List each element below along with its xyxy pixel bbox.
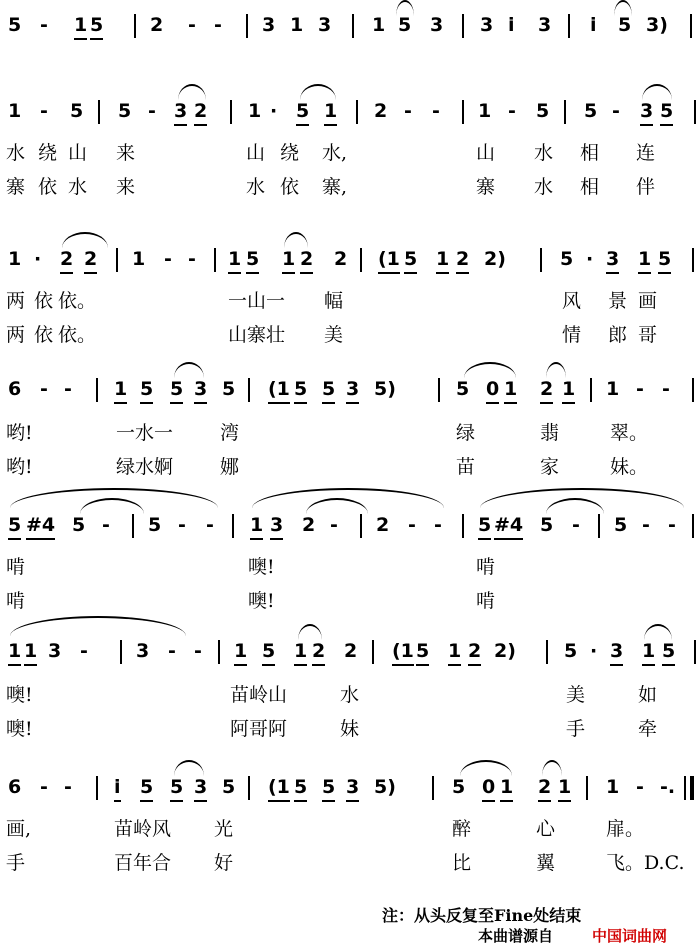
slur (642, 84, 672, 100)
note: - (168, 640, 176, 662)
note: 1 (132, 248, 146, 270)
slur (284, 232, 308, 248)
note: - (662, 378, 670, 400)
lyrics-verse-1: 水 绕 山 来 山 绕 水, 山 水 相 连 (6, 142, 656, 164)
final-barline (690, 776, 694, 800)
note: (1 (268, 774, 290, 802)
note: - (434, 514, 442, 536)
barline (568, 14, 570, 38)
note: 5 (614, 514, 628, 536)
barline (694, 640, 696, 664)
note: 5 (72, 514, 86, 536)
note: - (178, 514, 186, 536)
note: 5 (658, 246, 671, 274)
barline (134, 14, 136, 38)
note: - (40, 100, 48, 122)
score-row-6 (0, 638, 700, 664)
note: 2 (344, 640, 358, 662)
note: 1 (74, 12, 87, 40)
note: 5 (478, 512, 491, 540)
note: 3 (318, 14, 332, 36)
score-row-2 (0, 98, 700, 124)
slur (298, 624, 322, 640)
note: 1 (500, 774, 513, 802)
note: #4 (26, 512, 55, 540)
note: 1 (562, 376, 575, 404)
note: - (432, 100, 440, 122)
note: - (64, 378, 72, 400)
lyrics-verse-1: 两 依 依。 一山一 幅 风 景 画 (6, 290, 658, 312)
note: 2 (334, 248, 348, 270)
note: 5 (540, 514, 554, 536)
note: 5 (222, 378, 236, 400)
note: 5 (536, 100, 550, 122)
source-label: 本曲谱源自 (478, 927, 554, 945)
barline (356, 100, 358, 124)
note: #4 (494, 512, 523, 540)
note: 5 (294, 376, 307, 404)
slur (178, 84, 206, 100)
note: - (642, 514, 650, 536)
note: · (586, 248, 594, 270)
barline (96, 378, 98, 402)
barline (692, 378, 694, 402)
note: 3 (270, 512, 283, 540)
lyrics-verse-2: 啃 噢! 啃 (6, 590, 496, 612)
note: 5 (456, 378, 470, 400)
note: · (590, 640, 598, 662)
slur (542, 760, 562, 776)
note: · (34, 248, 42, 270)
note: 2 (312, 638, 325, 666)
slur (464, 362, 516, 378)
barline (684, 776, 686, 800)
note: 1 (294, 638, 307, 666)
note: 1 (8, 638, 21, 666)
barline (214, 248, 216, 272)
note: 3 (610, 638, 623, 666)
barline (218, 640, 220, 664)
note: - (188, 248, 196, 270)
barline (132, 514, 134, 538)
barline (248, 776, 250, 800)
slur (10, 616, 186, 636)
note: 3 (640, 98, 653, 126)
note: 3 (346, 376, 359, 404)
note: 1 (372, 14, 386, 36)
note: 5 (90, 12, 103, 40)
note: - (404, 100, 412, 122)
note: 2 (376, 514, 390, 536)
score-row-3 (0, 246, 700, 272)
slur (460, 760, 512, 776)
note: - (668, 514, 676, 536)
note: 2 (194, 98, 207, 126)
barline (246, 14, 248, 38)
note: 3 (194, 774, 207, 802)
note: 3 (480, 14, 494, 36)
note: - (40, 378, 48, 400)
slur (62, 232, 108, 248)
note: - (408, 514, 416, 536)
note: 5 (170, 774, 183, 802)
note: 5 (404, 246, 417, 274)
barline (540, 248, 542, 272)
note: - (40, 776, 48, 798)
note: 3 (48, 640, 62, 662)
note: 6 (8, 378, 22, 400)
note: 3 (174, 98, 187, 126)
slur (300, 84, 336, 100)
note: 5 (222, 776, 236, 798)
note: 5 (70, 100, 84, 122)
note: 1 (606, 776, 620, 798)
barline (438, 378, 440, 402)
lyrics-verse-2: 手 百年合 好 比 翼 飞。D.C. (6, 852, 685, 874)
note: 5 (296, 98, 309, 126)
barline (96, 776, 98, 800)
score-row-4 (0, 376, 700, 402)
note: 5 (584, 100, 598, 122)
note: 1 (228, 246, 241, 274)
note: - (206, 514, 214, 536)
note: 3 (194, 376, 207, 404)
note: 3 (136, 640, 150, 662)
note: 5) (374, 378, 396, 400)
note: 5 (398, 14, 412, 36)
barline (586, 776, 588, 800)
note: - (188, 14, 196, 36)
note: 2 (456, 246, 469, 274)
note: 5 (140, 774, 153, 802)
site-watermark[interactable]: 中国词曲网 (592, 927, 668, 945)
note: 1 (250, 512, 263, 540)
note: 2 (468, 638, 481, 666)
slur (614, 0, 632, 16)
note: 5 (560, 248, 574, 270)
lyrics-verse-2: 两 依 依。 山寨壮 美 情 郎 哥 (6, 324, 658, 346)
note: i (590, 14, 597, 36)
score-row-7 (0, 774, 700, 800)
note: 1 (8, 248, 22, 270)
note: 5 (140, 376, 153, 404)
note: 3 (346, 774, 359, 802)
note: 2 (374, 100, 388, 122)
barline (694, 100, 696, 124)
note: 2 (84, 246, 97, 274)
slur (174, 362, 204, 378)
note: 2 (538, 774, 551, 802)
lyrics-verse-1: 啃 噢! 啃 (6, 556, 496, 578)
note: 5 (118, 100, 132, 122)
note: - (572, 514, 580, 536)
lyrics-verse-2: 哟! 绿水婀 娜 苗 家 妹。 (6, 456, 649, 478)
note: 5 (148, 514, 162, 536)
barline (690, 14, 692, 38)
note: - (214, 14, 222, 36)
note: 2 (60, 246, 73, 274)
note: 2 (302, 514, 316, 536)
note: 5 (8, 14, 22, 36)
note: 1 (606, 378, 620, 400)
note: 1 (282, 246, 295, 274)
note: 3) (646, 14, 668, 36)
note: 1 (436, 246, 449, 274)
note: 1 (504, 376, 517, 404)
lyrics-verse-1: 画, 苗岭风 光 醉 心 扉。 (6, 818, 645, 840)
note: (1 (268, 376, 290, 404)
note: 6 (8, 776, 22, 798)
note: 5) (374, 776, 396, 798)
note: - (330, 514, 338, 536)
note: 1 (290, 14, 304, 36)
note: 5 (452, 776, 466, 798)
barline (120, 640, 122, 664)
note: 5 (170, 376, 183, 404)
barline (432, 776, 434, 800)
note: 1 (558, 774, 571, 802)
barline (546, 640, 548, 664)
barline (564, 100, 566, 124)
note: 3 (430, 14, 444, 36)
note: 2 (150, 14, 164, 36)
score-row-1 (0, 12, 700, 38)
lyrics-verse-2: 噢! 阿哥阿 妹 手 牵 (6, 718, 658, 740)
note: 5 (662, 638, 675, 666)
barline (590, 378, 592, 402)
barline (692, 248, 694, 272)
note: - (636, 776, 644, 798)
note: - (636, 378, 644, 400)
lyrics-verse-1: 哟! 一水一 湾 绿 翡 翠。 (6, 422, 649, 444)
barline (116, 248, 118, 272)
note: (1 (378, 246, 400, 274)
note: 2 (540, 376, 553, 404)
note: i (508, 14, 515, 36)
note: 1 (478, 100, 492, 122)
note: 3 (538, 14, 552, 36)
slur (174, 760, 204, 776)
note: - (80, 640, 88, 662)
note: - (64, 776, 72, 798)
note: -. (660, 776, 676, 798)
note: 5 (618, 14, 632, 36)
barline (462, 14, 464, 38)
barline (462, 100, 464, 124)
barline (230, 100, 232, 124)
note: 0 (482, 774, 495, 802)
barline (248, 378, 250, 402)
note: 1 (114, 376, 127, 404)
note: 5 (660, 98, 673, 126)
barline (598, 514, 600, 538)
note: - (194, 640, 202, 662)
note: 2) (484, 248, 506, 270)
slur (546, 362, 566, 378)
note: 3 (262, 14, 276, 36)
note: 5 (564, 640, 578, 662)
note: 1 (448, 638, 461, 666)
note: 1 (248, 100, 262, 122)
barline (360, 514, 362, 538)
note: (1 (392, 638, 414, 666)
barline (232, 514, 234, 538)
note: - (508, 100, 516, 122)
note: - (148, 100, 156, 122)
note: - (612, 100, 620, 122)
note: 1 (642, 638, 655, 666)
note: - (40, 14, 48, 36)
note: 3 (606, 246, 619, 274)
note: 5 (8, 512, 21, 540)
note: 1 (638, 246, 651, 274)
score-row-5 (0, 512, 700, 538)
note: 5 (246, 246, 259, 274)
note: 2 (300, 246, 313, 274)
note: 2) (494, 640, 516, 662)
note: - (102, 514, 110, 536)
note: - (164, 248, 172, 270)
note: 5 (322, 376, 335, 404)
barline (98, 100, 100, 124)
barline (360, 248, 362, 272)
barline (692, 514, 694, 538)
barline (352, 14, 354, 38)
note: · (270, 100, 278, 122)
note: 5 (294, 774, 307, 802)
slur (644, 624, 672, 640)
note: 1 (8, 100, 22, 122)
note: 5 (416, 638, 429, 666)
note: i (114, 774, 121, 802)
note: 5 (262, 638, 275, 666)
note: 1 (234, 638, 247, 666)
note: 1 (24, 638, 37, 666)
lyrics-verse-2: 寨 依 水 来 水 依 寨, 寨 水 相 伴 (6, 176, 656, 198)
note: 5 (322, 774, 335, 802)
lyrics-verse-1: 噢! 苗岭山 水 美 如 (6, 684, 658, 706)
slur (396, 0, 414, 16)
barline (462, 514, 464, 538)
barline (372, 640, 374, 664)
note: 1 (324, 98, 337, 126)
repeat-footnote: 注：从头反复至Fine处结束 (382, 906, 582, 925)
note: 0 (486, 376, 499, 404)
